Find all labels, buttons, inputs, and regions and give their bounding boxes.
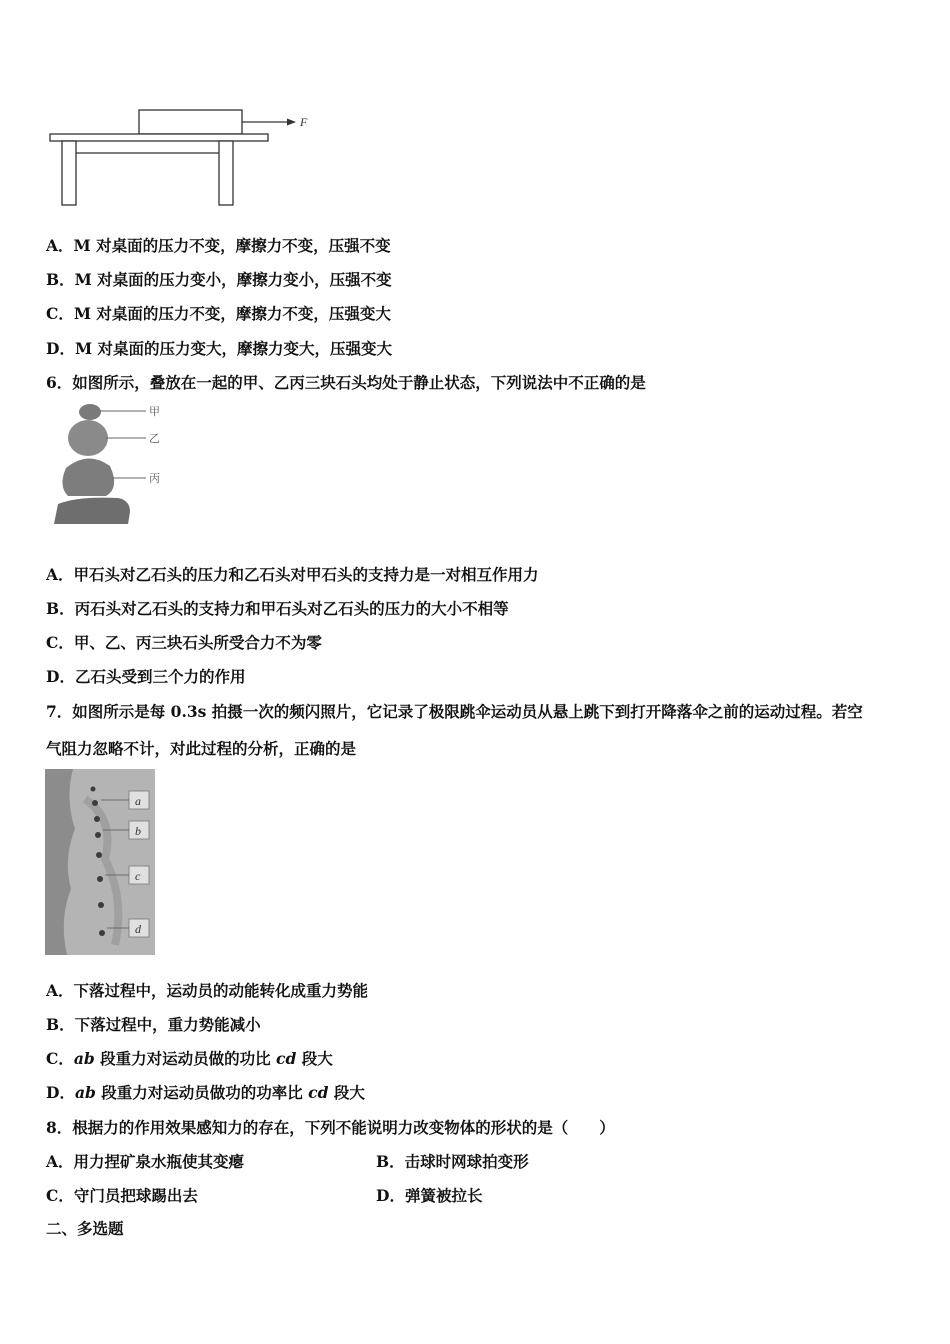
label-jia: 甲	[149, 405, 160, 418]
q7-stem-line2: 气阻力忽略不计，对此过程的分析，正确的是	[46, 739, 357, 758]
q8-option-b: B．击球时网球拍变形	[376, 1152, 529, 1171]
q8-option-c: C．守门员把球踢出去	[46, 1186, 198, 1205]
stacked-stones-figure	[48, 400, 168, 526]
q8-option-a: A．用力捏矿泉水瓶使其变瘪	[46, 1152, 245, 1171]
stone-jia	[79, 404, 101, 420]
table-block-figure	[44, 104, 324, 210]
strobe-photo-figure	[45, 769, 155, 955]
q7-option-d: D．ab 段重力对运动员做功的功率比 cd 段大	[46, 1083, 365, 1102]
label-bing: 丙	[149, 472, 160, 485]
q5-option-d: D．M 对桌面的压力变大，摩擦力变大，压强变大	[46, 339, 393, 358]
q6-option-a: A．甲石头对乙石头的压力和乙石头对甲石头的支持力是一对相互作用力	[46, 565, 539, 584]
force-label: F	[300, 115, 308, 129]
q6-option-c: C．甲、乙、丙三块石头所受合力不为零	[46, 633, 322, 652]
q5-option-c: C．M 对桌面的压力不变，摩擦力不变，压强变大	[46, 304, 391, 323]
label-b: b	[135, 824, 141, 838]
q7-option-c: C．ab 段重力对运动员做的功比 cd 段大	[46, 1049, 333, 1068]
q7-stem-line1: 7．如图所示是每 0.3s 拍摄一次的频闪照片，它记录了极限跳伞运动员从悬上跳下到打开降落伞之前的运动过程。若空	[46, 702, 863, 721]
stone-bing	[62, 458, 114, 496]
label-d: d	[135, 922, 141, 936]
q8-stem: 8．根据力的作用效果感知力的存在，下列不能说明力改变物体的形状的是（ ）	[46, 1118, 615, 1137]
q5-option-a: A．M 对桌面的压力不变，摩擦力不变，压强不变	[46, 236, 391, 255]
q6-option-d: D．乙石头受到三个力的作用	[46, 667, 246, 686]
q7-option-b: B．下落过程中，重力势能减小	[46, 1015, 261, 1034]
q7-option-a: A．下落过程中，运动员的动能转化成重力势能	[46, 981, 369, 1000]
table-leg-left	[62, 141, 76, 205]
q5-option-b: B．M 对桌面的压力变小，摩擦力变小，压强不变	[46, 270, 392, 289]
q6-option-b: B．丙石头对乙石头的支持力和甲石头对乙石头的压力的大小不相等	[46, 599, 509, 618]
stone-yi	[68, 420, 108, 456]
label-yi: 乙	[149, 432, 160, 445]
q8-option-d: D．弹簧被拉长	[376, 1186, 483, 1205]
base-rock	[54, 498, 130, 524]
block-m	[139, 110, 242, 134]
section-heading: 二、多选题	[46, 1219, 124, 1238]
q6-stem: 6．如图所示，叠放在一起的甲、乙丙三块石头均处于静止状态，下列说法中不正确的是	[46, 373, 646, 392]
table-top	[50, 134, 268, 141]
table-leg-right	[219, 141, 233, 205]
label-c: c	[135, 869, 141, 883]
label-a: a	[135, 794, 141, 808]
